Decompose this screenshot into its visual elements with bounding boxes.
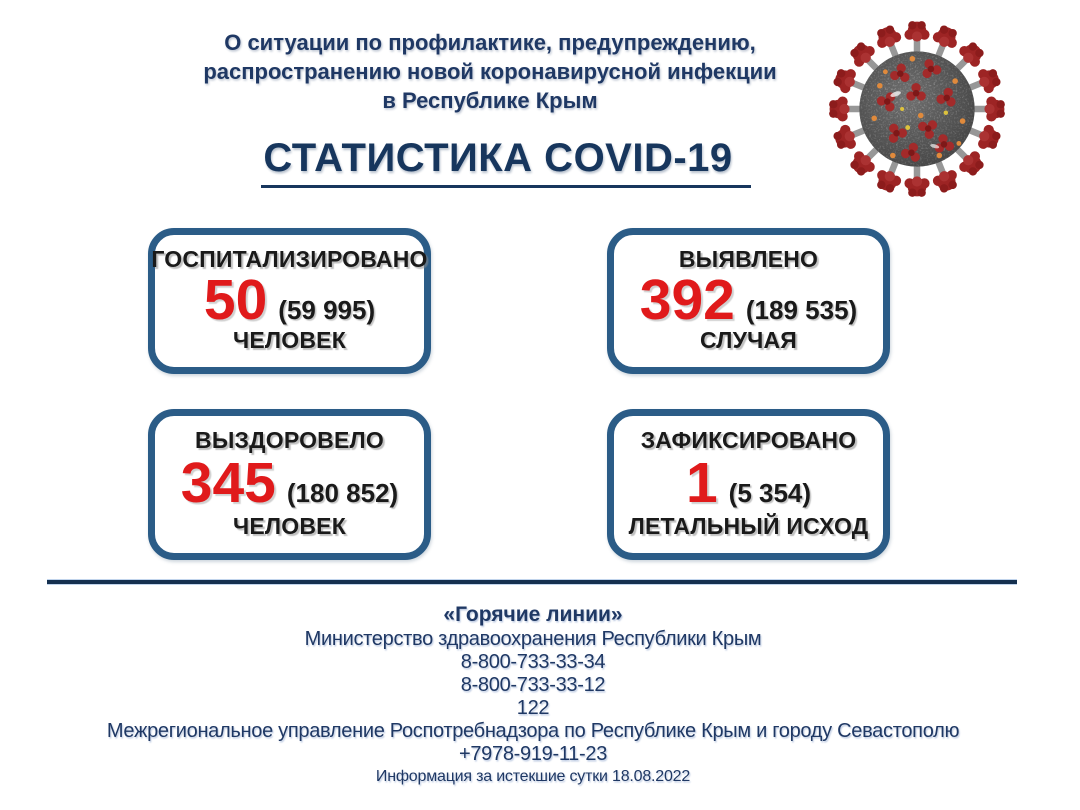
- hotline-rospotrebnadzor: Межрегиональное управление Роспотребнадзора по Республике Крым и городу Севастополю: [106, 720, 960, 742]
- stat-label: ВЫЗДОРОВЕЛО: [195, 427, 384, 453]
- stat-unit: ЛЕТАЛЬНЫЙ ИСХОД: [628, 512, 869, 539]
- stat-label: ВЫЯВЛЕНО: [678, 246, 819, 272]
- stat-value: 1: [685, 451, 718, 516]
- stat-value-row: [180, 451, 399, 516]
- coronavirus-image: [824, 16, 1010, 202]
- subtitle-line-2: распространению новой коронавирусной инфекции: [203, 59, 777, 84]
- hotlines-block: [0, 602, 1066, 788]
- stat-cumulative-total: (5 354): [728, 478, 812, 509]
- stat-label: ЗАФИКСИРОВАНО: [640, 427, 857, 453]
- stat-value-row: [203, 268, 376, 332]
- hotline-phone-2: 8-800-733-33-12: [460, 674, 606, 696]
- hotline-phone-short: 122: [516, 697, 550, 719]
- stat-card-detected: [607, 228, 890, 374]
- hotline-ministry: Министерство здравоохранения Республики Крым: [304, 628, 762, 650]
- stat-label: ГОСПИТАЛИЗИРОВАНО: [151, 246, 428, 272]
- stat-value-row: [685, 451, 812, 516]
- hotlines-heading: «Горячие линии»: [443, 603, 623, 626]
- stat-value-row: [639, 268, 858, 332]
- stat-cumulative-total: (59 995): [278, 295, 376, 325]
- stat-card-deaths: [607, 409, 890, 560]
- stat-value: 345: [180, 451, 276, 516]
- stat-unit: ЧЕЛОВЕК: [233, 512, 346, 539]
- stat-card-hospitalized: [148, 228, 431, 374]
- section-divider: [47, 580, 1017, 584]
- page-title: СТАТИСТИКА COVID-19: [261, 136, 750, 188]
- stat-cumulative-total: (189 535): [745, 295, 858, 325]
- subtitle-line-3: в Республике Крым: [382, 88, 598, 113]
- subtitle-line-1: О ситуации по профилактике, предупреждению,: [224, 30, 756, 55]
- stat-value: 392: [639, 268, 735, 332]
- stat-card-recovered: [148, 409, 431, 560]
- stat-cumulative-total: (180 852): [286, 478, 399, 509]
- stat-unit: ЧЕЛОВЕК: [233, 327, 346, 354]
- stat-value: 50: [203, 268, 268, 332]
- hotline-phone-3: +7978-919-11-23: [458, 743, 608, 765]
- stat-unit: СЛУЧАЯ: [700, 327, 797, 354]
- data-date-footnote: Информация за истекшие сутки 18.08.2022: [375, 768, 691, 785]
- hotline-phone-1: 8-800-733-33-34: [460, 651, 606, 673]
